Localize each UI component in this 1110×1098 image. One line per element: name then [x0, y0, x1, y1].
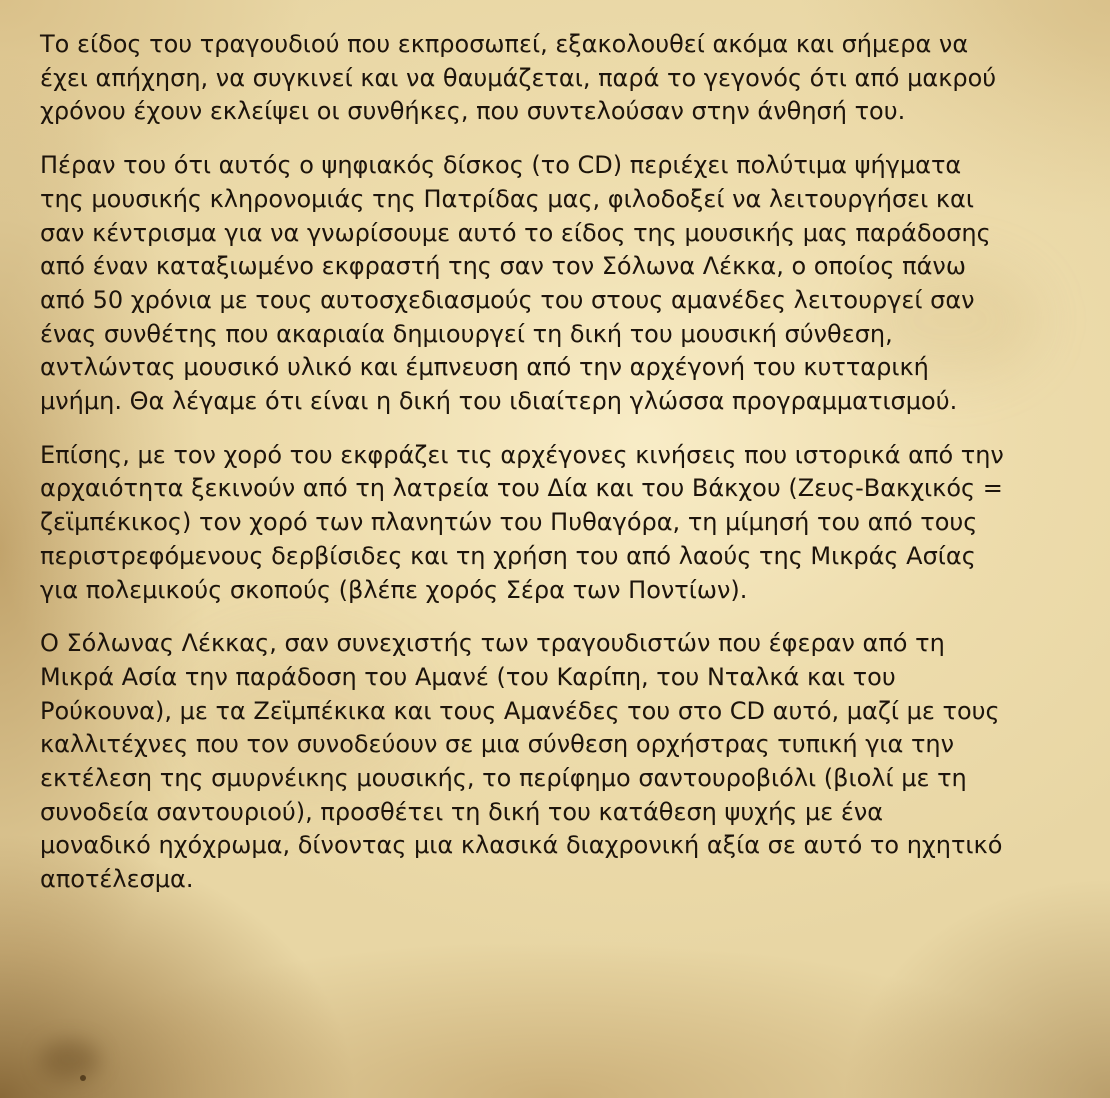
paragraph-4: Ο Σόλωνας Λέκκας, σαν συνεχιστής των τραγουδιστών που έφεραν από τη Μικρά Ασία την παράδοση του Αμανέ (του Καρίπη, του Νταλκά και του Ρούκουνα), με τα Ζεϊμπέκικα και τους Αμανέδες του στο CD αυτό, μαζί με τους καλλιτέχνες που τον συνοδεύουν σε μια σύνθεση ορχήστρας τυπική για την εκτέλεση της σμυρνέικης μουσικής, το περίφημο σαντουροβιόλι (βιολί με τη συνοδεία σαντουριού), προσθέτει τη δική του κατάθεση ψυχής με ένα μοναδικό ηχόχρωμα, δίνοντας μια κλασικά διαχρονική αξία σε αυτό το ηχητικό αποτέλεσμα.: [40, 629, 1003, 894]
paragraph-1: Το είδος του τραγουδιού που εκπροσωπεί, εξακολουθεί ακόμα και σήμερα να έχει απήχηση, να συγκινεί και να θαυμάζεται, παρά το γεγονός ότι από μακρού χρόνου έχουν εκλείψει οι συνθήκες, που συντελούσαν στην άνθησή του.: [40, 30, 997, 126]
document-body: [40, 28, 1100, 917]
paragraph-2: Πέραν του ότι αυτός ο ψηφιακός δίσκος (το CD) περιέχει πολύτιμα ψήγματα της μουσικής κληρονομιάς της Πατρίδας μας, φιλοδοξεί να λειτουργήσει και σαν κέντρισμα για να γνωρίσουμε αυτό το είδος της μουσικής μας παράδοσης από έναν καταξιωμένο εκφραστή της σαν τον Σόλωνα Λέκκα, ο οποίος πάνω από 50 χρόνια με τους αυτοσχεδιασμούς του στους αμανέδες λειτουργεί σαν ένας συνθέτης που ακαριαία δημιουργεί τη δική του μουσική σύνθεση, αντλώντας μουσικό υλικό και έμπνευση από την αρχέγονή του κυτταρική μνήμη. Θα λέγαμε ότι είναι η δική του ιδιαίτερη γλώσσα προγραμματισμού.: [40, 151, 991, 416]
paragraph-3: Επίσης, με τον χορό του εκφράζει τις αρχέγονες κινήσεις που ιστορικά από την αρχαιότητα ξεκινούν από τη λατρεία του Δία και του Βάκχου (Ζευς-Βακχικός = ζεϊμπέκικος) τον χορό των πλανητών του Πυθαγόρα, τη μίμησή του από τους περιστρεφόμενους δερβίσιδες και τη χρήση του από λαούς της Μικράς Ασίας για πολεμικούς σκοπούς (βλέπε χορός Σέρα των Ποντίων).: [40, 440, 1004, 604]
ink-speck: [80, 1075, 86, 1081]
corner-stain: [40, 1040, 100, 1080]
